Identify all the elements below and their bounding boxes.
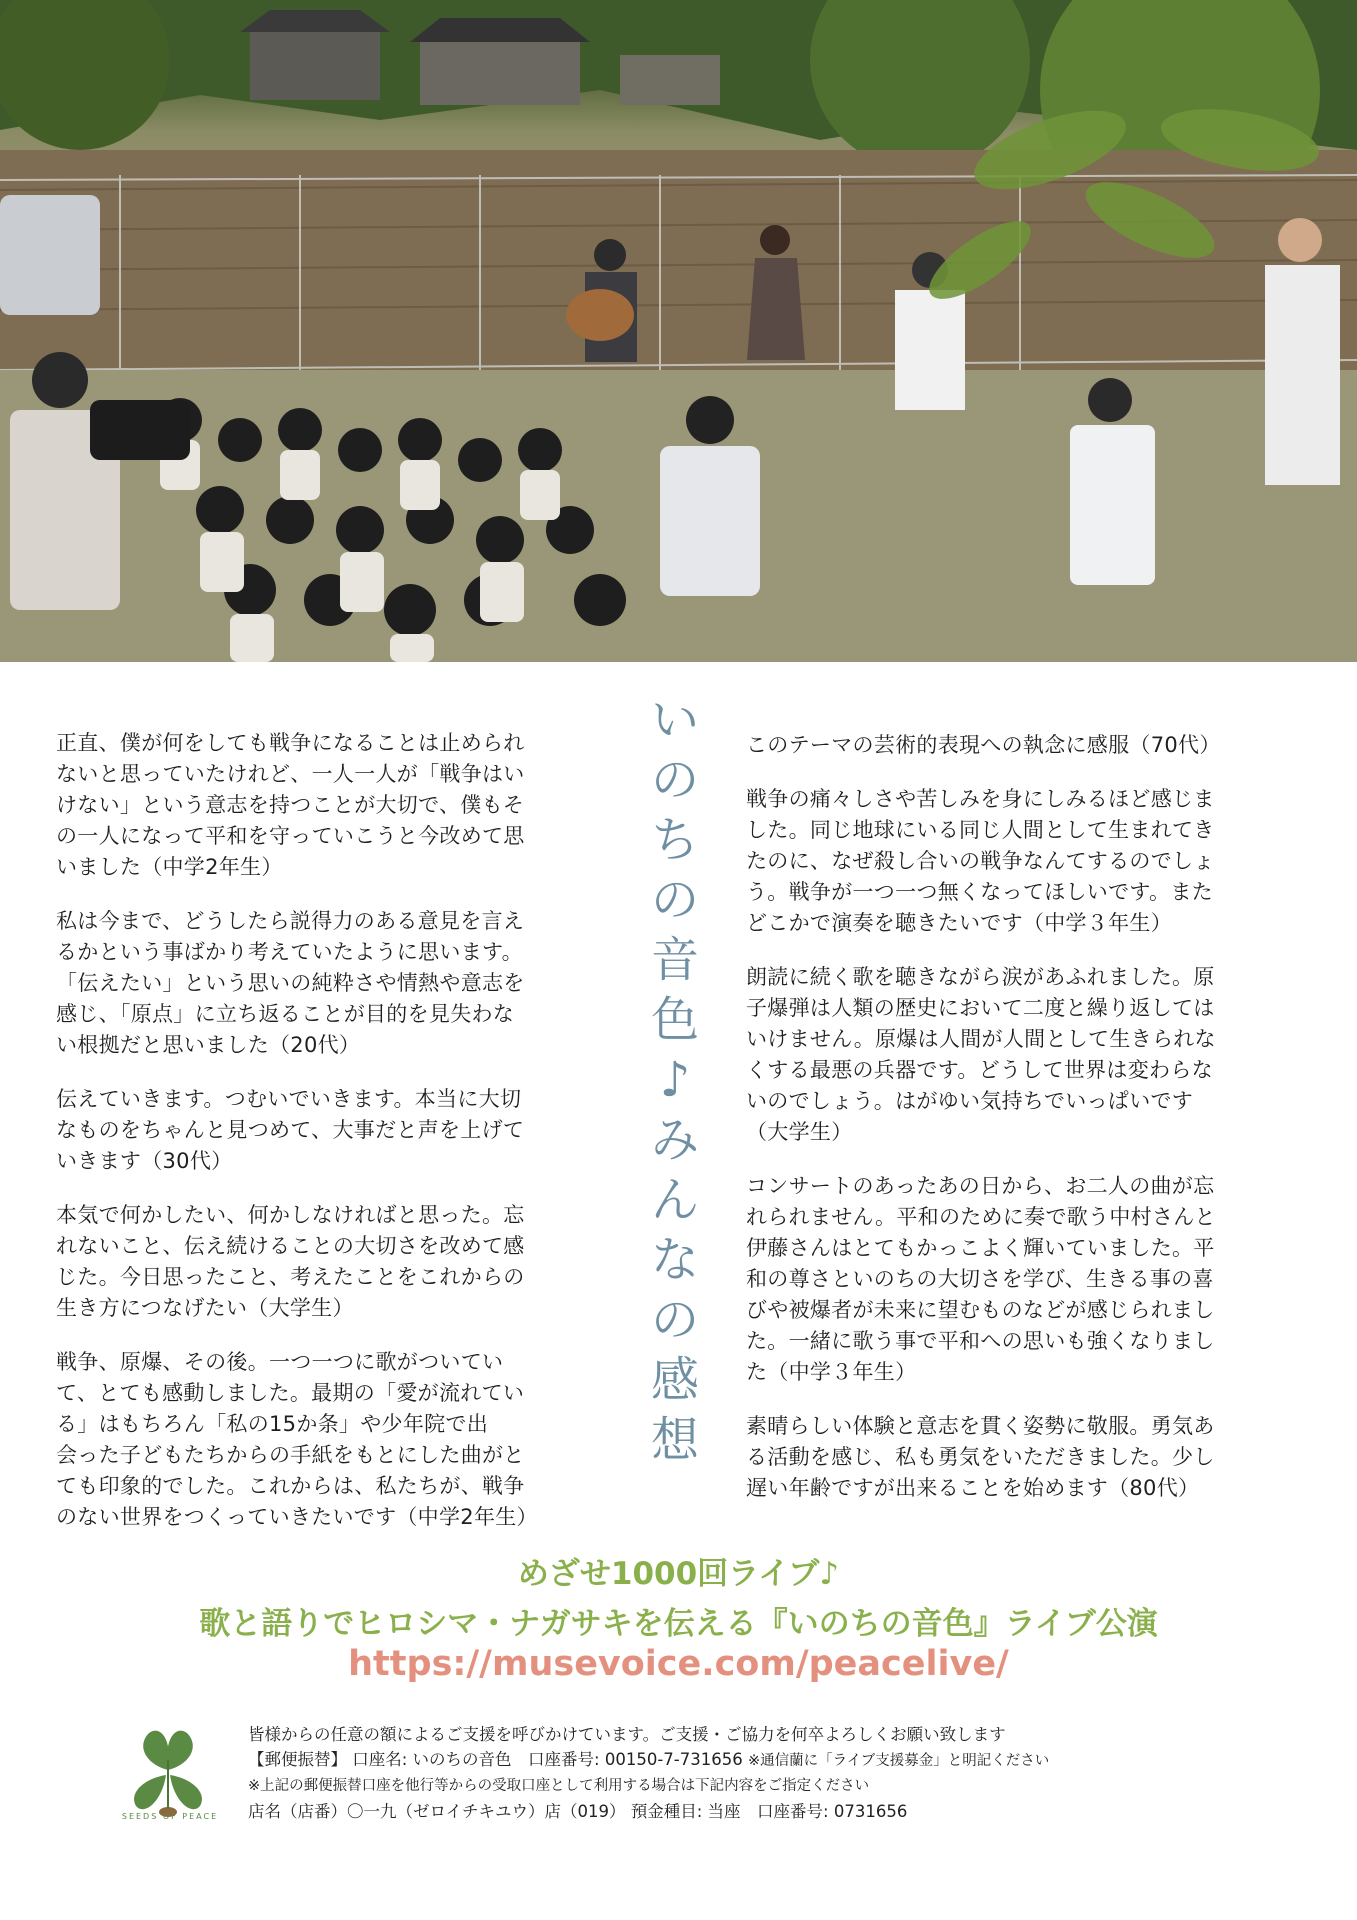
comment-right-2: 戦争の痛々しさや苦しみを身にしみるほど感じま した。同じ地球にいる同じ人間として生まれてき たのに、なぜ殺し合いの戦争なんてするのでしょ う。戦争が一つ一つ無くなってほしいです。また どこかで演奏を聴きたいです（中学３年生） — [746, 787, 1215, 935]
postal-note: ※通信蘭に「ライブ支援募金」と明記ください — [747, 1753, 1050, 1769]
banner-url-link[interactable]: https://musevoice.com/peacelive/ — [348, 1644, 1009, 1684]
bank-branch-info: 店名（店番）〇一九（ゼロイチキユウ）店（019） 預金種目: 当座 口座番号: 0731656 — [248, 1802, 908, 1821]
right-comments-column — [746, 730, 1308, 1527]
title-char: み — [650, 1112, 699, 1168]
banner-headline: めざせ1000回ライブ♪ — [517, 1556, 840, 1592]
title-char: い — [650, 692, 699, 748]
concert-scene-illustration — [0, 0, 1357, 662]
postal-account: 【郵便振替】 口座名: いのちの音色 口座番号: 00150-7-731656 — [248, 1750, 743, 1769]
title-char: な — [650, 1232, 699, 1288]
postal-transfer-info — [248, 1747, 1049, 1774]
hero-photo — [0, 0, 1357, 662]
title-char: の — [650, 1292, 699, 1348]
title-char: 感 — [650, 1352, 699, 1408]
comment-left-3: 伝えていきます。つむいでいきます。本当に大切 なものをちゃんと見つめて、大事だと声を上げて いきます（30代） — [56, 1087, 525, 1173]
comment-left-2: 私は今まで、どうしたら説得力のある意見を言え るかという事ばかり考えていたように思います。 「伝えたい」という思いの純粋さや情熱や意志を 感じ、「原点」に立ち返ることが目的を見失わな い根拠だと思いました（20代） — [56, 909, 525, 1057]
title-char: の — [650, 872, 699, 928]
left-comments-column — [56, 728, 614, 1556]
comment-left-4: 本気で何かしたい、何かしなければと思った。忘 れないこと、伝え続けることの大切さを改めて感 じた。今日思ったこと、考えたことをこれからの 生き方につなげたい（大学生） — [56, 1203, 525, 1320]
comment-right-1: このテーマの芸術的表現への執念に感服（70代） — [746, 733, 1221, 757]
logo-caption: SEEDS OF PEACE — [121, 1812, 219, 1821]
title-char: 想 — [650, 1412, 699, 1468]
comment-right-4: コンサートのあったあの日から、お二人の曲が忘 れられません。平和のために奏で歌う中村さんと 伊藤さんはとてもかっこよく輝いていました。平 和の尊さといのちの大切さを学び、生きる事の喜 びや被爆者が未来に望むものなどが感じられまし た。一緒に歌う事で平和への思いも強くなりまし た（中学３年生） — [746, 1174, 1216, 1384]
title-char: ん — [650, 1172, 699, 1228]
title-char: 色 — [650, 992, 699, 1048]
title-char: の — [650, 752, 699, 808]
title-char: ち — [650, 812, 699, 868]
other-bank-note: ※上記の郵便振替口座を他行等からの受取口座として利用する場合は下記内容をご指定ください — [248, 1778, 870, 1794]
comment-left-1: 正直、僕が何をしても戦争になることは止められ ないと思っていたけれど、一人一人が「戦争はい けない」という意志を持つことが大切で、僕もそ の一人になって平和を守っていこうと今改めて思 いました（中学2年生） — [56, 731, 525, 879]
donation-request: 皆様からの任意の額によるご支援を呼びかけています。ご支援・ご協力を何卒よろしくお願い致します — [248, 1725, 1006, 1744]
vertical-title — [642, 690, 708, 1470]
title-char: ♪ — [659, 1052, 691, 1108]
title-char: 音 — [650, 932, 699, 988]
donation-footer — [248, 1722, 1049, 1824]
banner-subtitle: 歌と語りでヒロシマ・ナガサキを伝える『いのちの音色』ライブ公演 — [199, 1606, 1158, 1642]
comment-right-3: 朗読に続く歌を聴きながら涙があふれました。原 子爆弾は人類の歴史において二度と繰り返しては いけません。原爆は人間が人間として生きられな くする最悪の兵器です。どうして世界は変わらな いのでしょう。はがゆい気持ちでいっぱいです （大学生） — [746, 965, 1216, 1144]
comment-right-5: 素晴らしい体験と意志を貫く姿勢に敬服。勇気あ る活動を感じ、私も勇気をいただきました。少し 遅い年齢ですが出来ることを始めます（80代） — [746, 1414, 1215, 1500]
seeds-of-peace-logo — [118, 1720, 218, 1820]
comment-left-5: 戦争、原爆、その後。一つ一つに歌がついてい て、とても感動しました。最期の「愛が流れてい る」はもちろん「私の15か条」や少年院で出 会った子どもたちからの手紙をもとにした曲がと ても印象的でした。これからは、私たちが、戦争 のない世界をつくっていきたいです（中学2年生） — [56, 1350, 538, 1529]
